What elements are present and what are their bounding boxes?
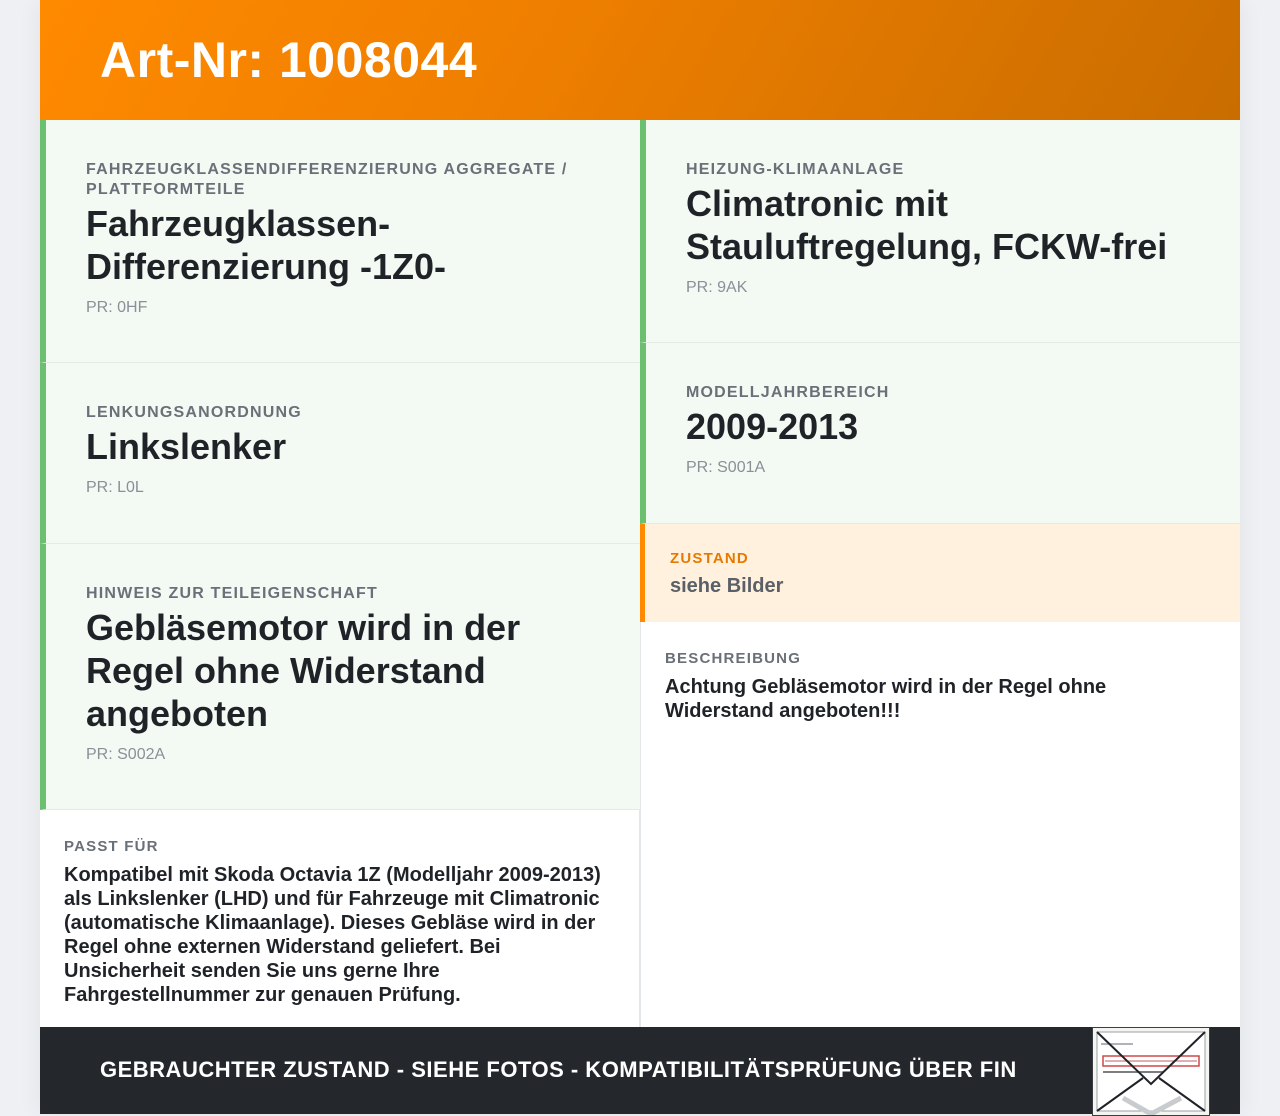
text-line: Achtung Gebläsemotor wird in der Regel ohne [665,676,1107,698]
attribute-card-modelljahr [640,343,1240,524]
vehicle-document-thumbnail[interactable] [1092,1027,1210,1116]
left-column [40,120,640,1027]
attribute-value-line: Differenzierung -1Z0- [86,246,447,287]
text-line: Regel ohne externen Widerstand geliefert. Bei [64,936,501,958]
document-envelope-icon [1093,1028,1209,1115]
attribute-value [686,182,1200,268]
attribute-pr-code: PR: 9AK [686,279,748,296]
page-header [40,0,1240,120]
product-page [40,0,1240,1114]
attribute-value-line: angeboten [86,693,269,734]
text-line: (automatische Klimaanlage). Dieses Gebläse wird in der [64,912,596,934]
attribute-value-line: Climatronic mit [686,183,949,224]
attribute-value-line: Regel ohne Widerstand [86,650,486,691]
text-line: Widerstand angeboten!!! [665,700,901,722]
zustand-label: ZUSTAND [670,550,749,567]
attribute-card-fahrzeugklasse [40,120,640,363]
attribute-card-hinweis [40,544,640,810]
attribute-card-klima [640,120,1240,343]
attribute-label: LENKUNGSANORDNUNG [86,404,302,421]
attribute-pr-code: PR: S001A [686,459,766,476]
attribute-label: HEIZUNG-KLIMAANLAGE [686,161,905,178]
passt-fuer-section [40,810,640,1027]
attribute-label: MODELLJAHRBEREICH [686,384,890,401]
text-line: Kompatibel mit Skoda Octavia 1Z (Modelljahr 2009-2013) [64,864,601,886]
beschreibung-label: BESCHREIBUNG [665,650,802,667]
attribute-value [86,202,600,288]
text-line: Fahrgestellnummer zur genauen Prüfung. [64,984,461,1006]
passt-fuer-text [64,863,615,1007]
attribute-value-line: Fahrzeugklassen- [86,203,391,244]
attribute-value: Linkslenker [86,426,287,467]
zustand-section [640,524,1240,622]
attribute-value-line: Stauluftregelung, FCKW-frei [686,226,1168,267]
text-line: Unsicherheit senden Sie uns gerne Ihre [64,960,440,982]
article-number-title: Art-Nr: 1008044 [100,32,478,88]
footer-bar [40,1027,1240,1114]
attribute-label: HINWEIS ZUR TEILEIGENSCHAFT [86,585,378,602]
attribute-value: 2009-2013 [686,406,859,447]
attribute-pr-code: PR: L0L [86,479,144,496]
attribute-label: FAHRZEUGKLASSENDIFFERENZIERUNG AGGREGATE / PLATTFORMTEILE [86,161,568,198]
attribute-value [86,606,600,735]
zustand-value: siehe Bilder [670,575,784,597]
beschreibung-text [665,675,1216,723]
text-line: als Linkslenker (LHD) und für Fahrzeuge mit Climatronic [64,888,600,910]
beschreibung-section [640,622,1240,1027]
attribute-value-line: Gebläsemotor wird in der [86,607,521,648]
attribute-pr-code: PR: S002A [86,746,166,763]
attribute-card-lenkung [40,363,640,544]
right-column [640,120,1240,1027]
attribute-pr-code: PR: 0HF [86,299,148,316]
passt-fuer-label: PASST FÜR [64,838,159,855]
footer-text: GEBRAUCHTER ZUSTAND - SIEHE FOTOS - KOMPATIBILITÄTSPRÜFUNG ÜBER FIN [100,1057,1017,1082]
